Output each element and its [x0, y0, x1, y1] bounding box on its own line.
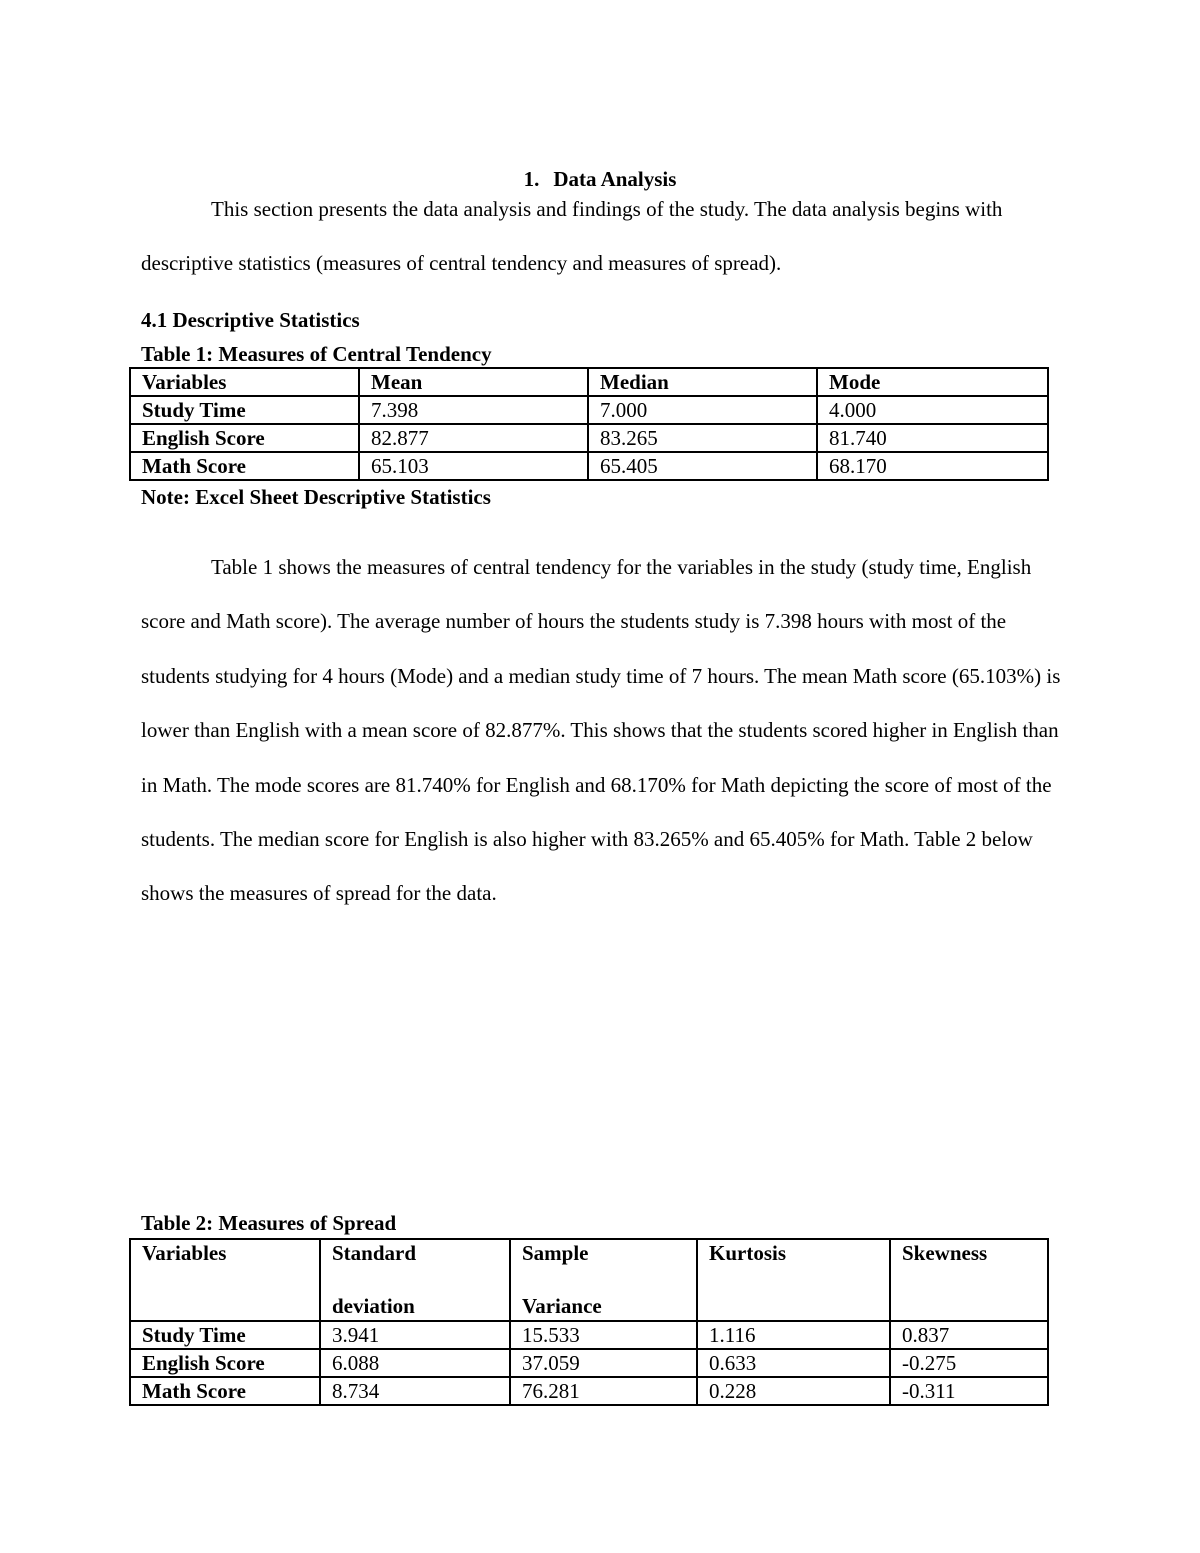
- table-cell: 37.059: [510, 1349, 697, 1377]
- table-cell: 7.398: [359, 396, 588, 424]
- table-header-row: [130, 1239, 1048, 1321]
- table-row: [130, 1349, 1048, 1377]
- table-cell: 65.103: [359, 452, 588, 480]
- table-header-cell: [130, 1239, 320, 1321]
- table-header-cell: Variables: [130, 368, 359, 396]
- table-cell: 6.088: [320, 1349, 510, 1377]
- section-title: Data Analysis: [553, 167, 677, 191]
- table-header-cell: Mean: [359, 368, 588, 396]
- table1-note: Note: Excel Sheet Descriptive Statistics: [141, 485, 491, 509]
- table-row: [130, 1377, 1048, 1405]
- table2-caption: Table 2: Measures of Spread: [141, 1211, 397, 1235]
- table-cell: 0.228: [697, 1377, 890, 1405]
- table-header-row: [130, 368, 1048, 396]
- intro-paragraph: [141, 182, 1061, 291]
- table-cell: -0.275: [890, 1349, 1048, 1377]
- table-cell: 4.000: [817, 396, 1048, 424]
- table-cell: 82.877: [359, 424, 588, 452]
- table-header-cell: Median: [588, 368, 817, 396]
- intro-text: This section presents the data analysis and findings of the study. The data analysis begins with descriptive statistics (measures of central tendency and measures of spread).: [141, 197, 1003, 276]
- table-header-cell: [890, 1239, 1048, 1321]
- section-number: 1.: [523, 167, 540, 191]
- central-tendency-table: [129, 367, 1049, 481]
- table-cell: 1.116: [697, 1321, 890, 1349]
- table-cell: 0.633: [697, 1349, 890, 1377]
- row-label: Study Time: [130, 396, 359, 424]
- table-header-cell: [320, 1239, 510, 1321]
- table-cell: 65.405: [588, 452, 817, 480]
- header-line: Skewness: [902, 1241, 988, 1265]
- row-label: English Score: [130, 424, 359, 452]
- table-cell: 76.281: [510, 1377, 697, 1405]
- header-line: Variance: [522, 1294, 602, 1318]
- discussion-text: Table 1 shows the measures of central tendency for the variables in the study (study time, English score and Math score). The average number of hours the students study is 7.398 hours with most of the students studying for 4 hours (Mode) and a median study time of 7 hours. The mean Math score (65.103%) is lower than English with a mean score of 82.877%. This shows that the students scored higher in English than in Math. The mode scores are 81.740% for English and 68.170% for Math depicting the score of most of the students. The median score for English is also higher with 83.265% and 65.405% for Math. Table 2 below shows the measures of spread for the data.: [141, 555, 1061, 906]
- table-cell: 83.265: [588, 424, 817, 452]
- table1-caption: Table 1: Measures of Central Tendency: [141, 342, 492, 366]
- header-line: Sample: [522, 1241, 589, 1265]
- table-row: [130, 424, 1048, 452]
- row-label: Math Score: [130, 1377, 320, 1405]
- header-line: Kurtosis: [709, 1241, 787, 1265]
- table-cell: 0.837: [890, 1321, 1048, 1349]
- table-header-cell: [697, 1239, 890, 1321]
- subsection-title: 4.1 Descriptive Statistics: [141, 308, 360, 332]
- row-label: Study Time: [130, 1321, 320, 1349]
- table-cell: 68.170: [817, 452, 1048, 480]
- spread-table: [129, 1238, 1049, 1406]
- header-line: Standard: [332, 1241, 417, 1265]
- table-cell: 7.000: [588, 396, 817, 424]
- table-header-cell: Mode: [817, 368, 1048, 396]
- table-cell: -0.311: [890, 1377, 1048, 1405]
- table-cell: 81.740: [817, 424, 1048, 452]
- table-cell: 15.533: [510, 1321, 697, 1349]
- header-line: deviation: [332, 1294, 415, 1318]
- table-header-cell: [510, 1239, 697, 1321]
- table-row: [130, 1321, 1048, 1349]
- table-cell: 3.941: [320, 1321, 510, 1349]
- table-cell: 8.734: [320, 1377, 510, 1405]
- row-label: English Score: [130, 1349, 320, 1377]
- table-row: [130, 452, 1048, 480]
- row-label: Math Score: [130, 452, 359, 480]
- header-line: Variables: [142, 1241, 227, 1265]
- table-row: [130, 396, 1048, 424]
- discussion-paragraph: [141, 540, 1061, 921]
